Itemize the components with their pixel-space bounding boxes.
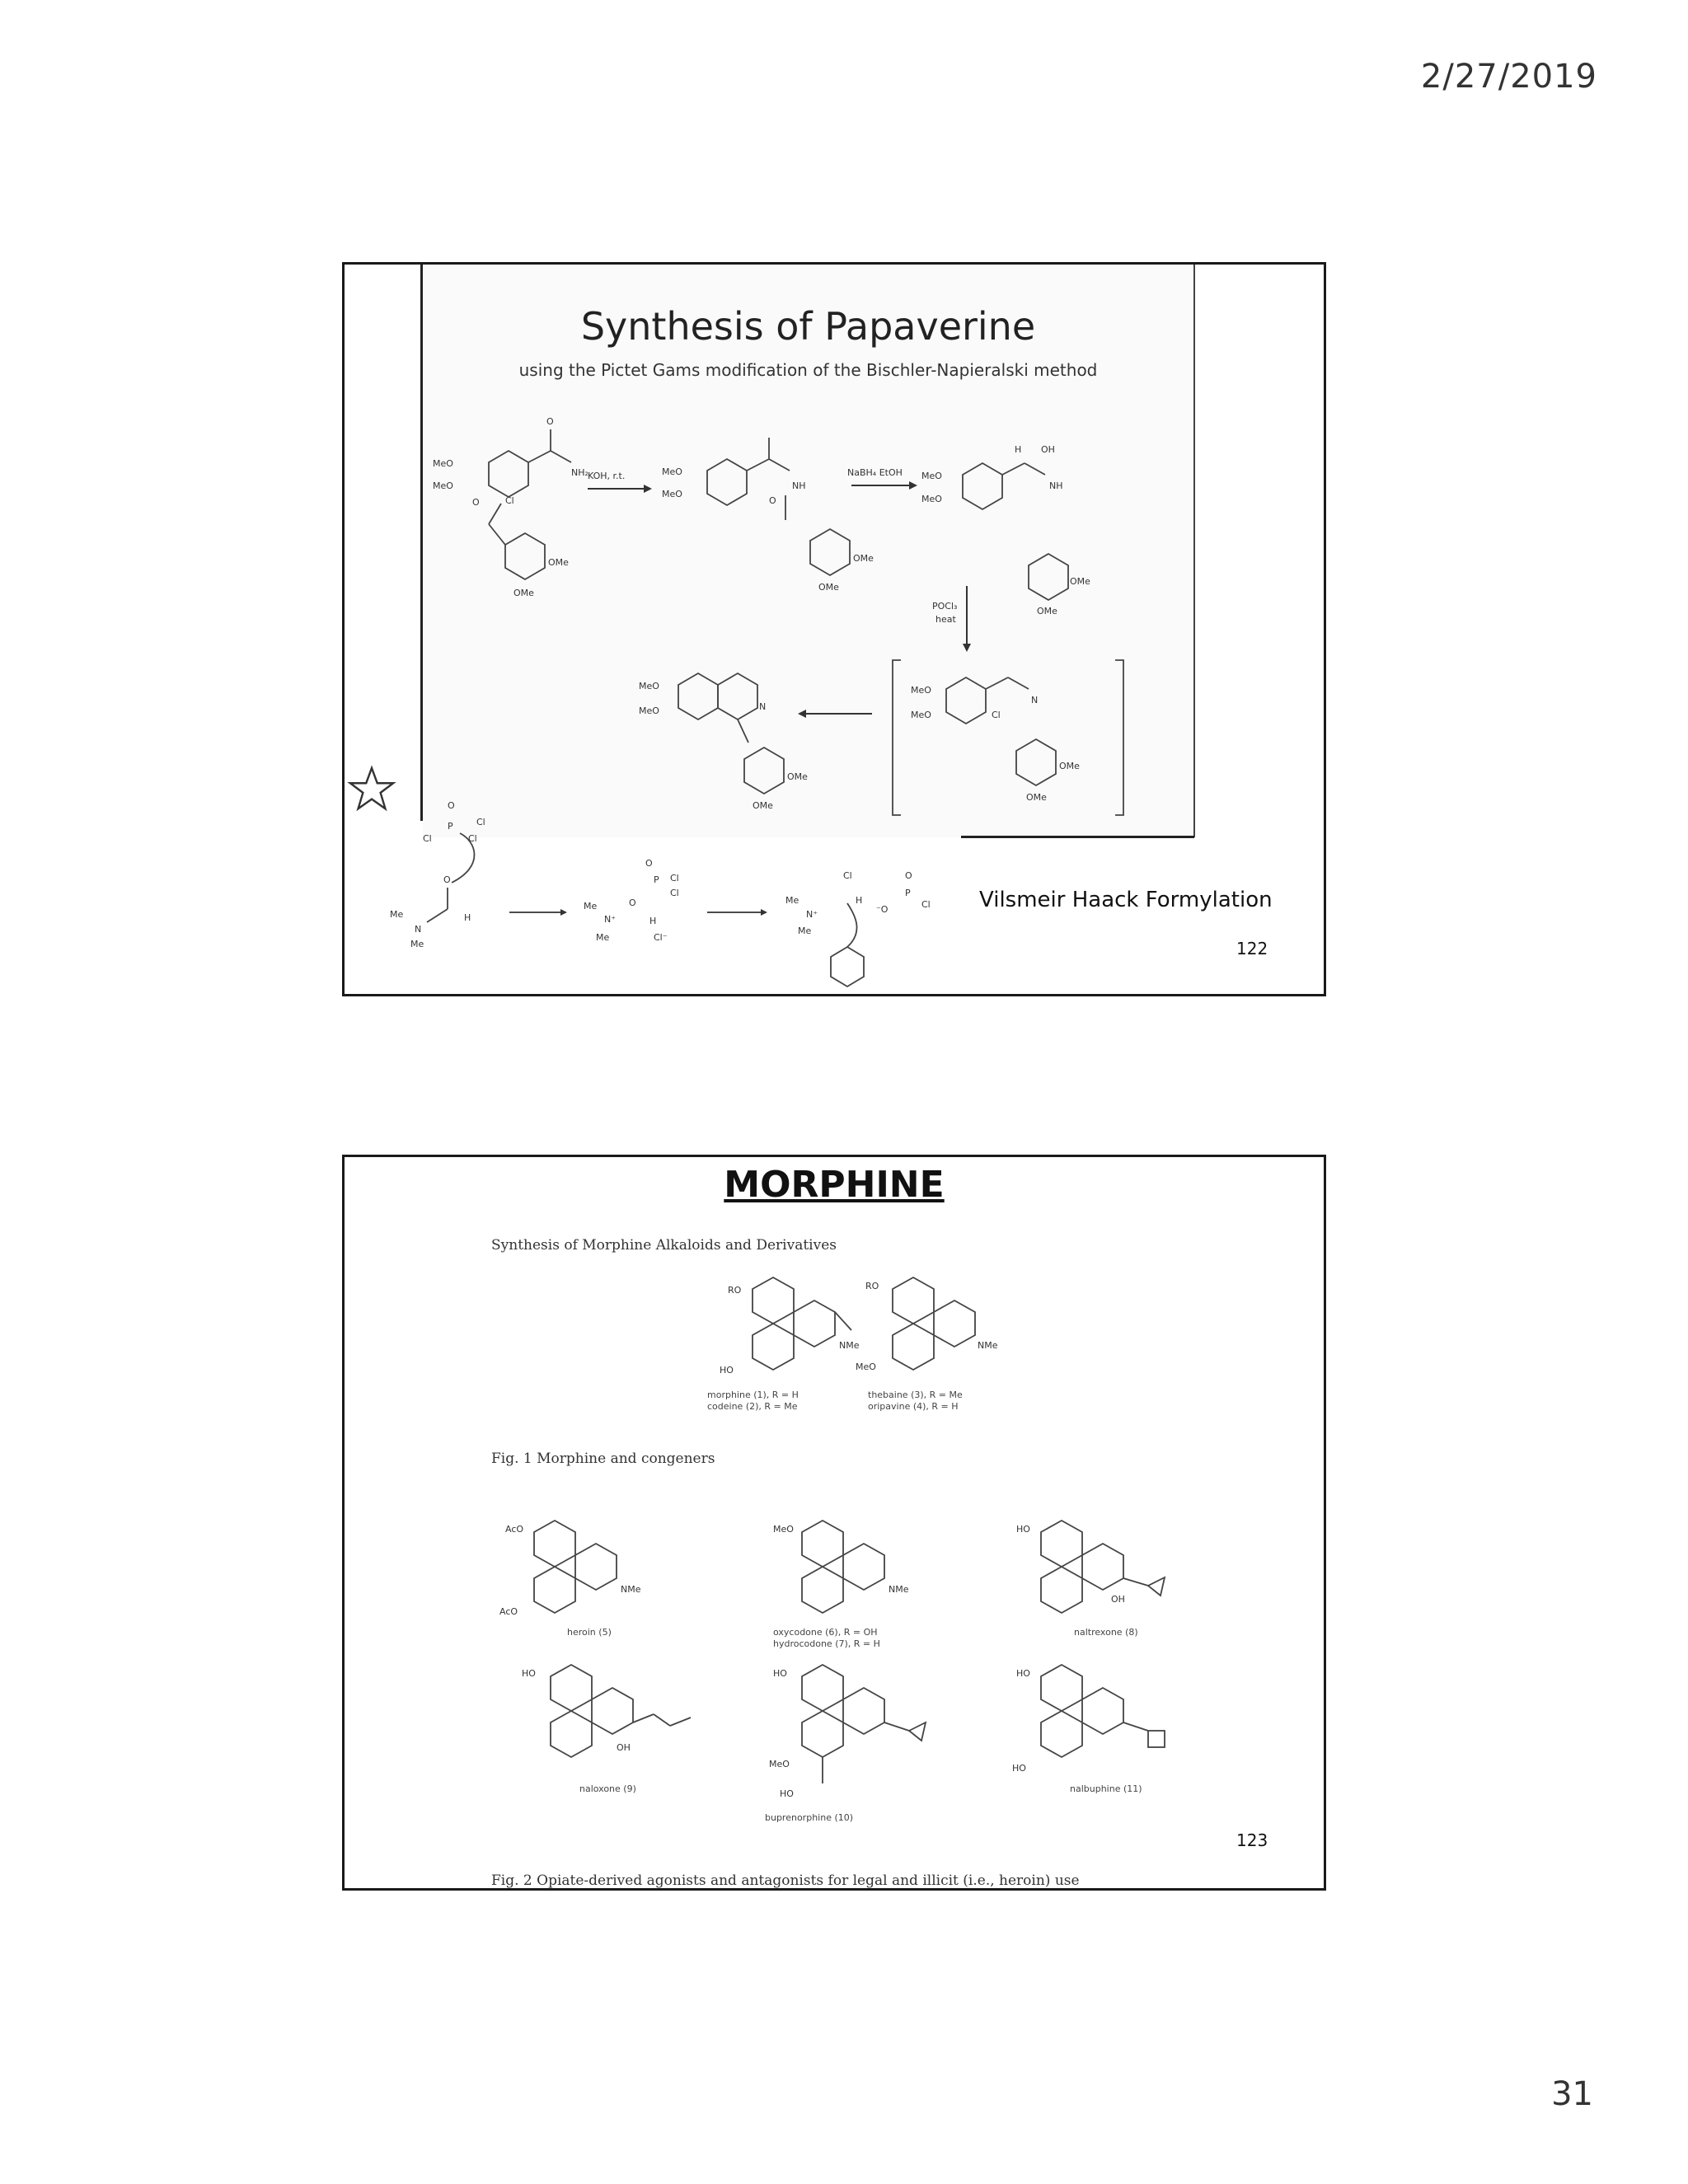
svg-text:MeO: MeO [773, 1524, 794, 1535]
svg-text:NMe: NMe [889, 1584, 909, 1595]
svg-text:H: H [649, 916, 657, 926]
svg-text:Cl: Cl [843, 870, 852, 881]
svg-text:MeO: MeO [639, 705, 659, 716]
svg-text:RO: RO [865, 1281, 879, 1291]
slide-papaverine [342, 262, 1326, 996]
svg-text:⁻O: ⁻O [876, 904, 889, 915]
mechanism-label: Vilsmeir Haack Formylation [979, 888, 1273, 912]
morphine-structures [345, 1157, 1324, 1888]
thebaine-oripavine-structure [856, 1277, 998, 1412]
slide-number: 123 [1236, 1830, 1268, 1850]
svg-text:MeO: MeO [921, 471, 942, 481]
figure-heading: Synthesis of Morphine Alkaloids and Derivatives [491, 1237, 837, 1254]
svg-text:NMe: NMe [621, 1584, 641, 1595]
svg-text:O: O [448, 800, 455, 811]
naltrexone-structure [1016, 1521, 1165, 1638]
svg-text:O: O [443, 874, 451, 885]
svg-text:AcO: AcO [505, 1524, 524, 1535]
svg-text:MeO: MeO [433, 480, 453, 491]
svg-text:NH₂: NH₂ [571, 467, 588, 478]
svg-text:MeO: MeO [921, 494, 942, 504]
svg-text:Me: Me [785, 895, 799, 906]
svg-text:MeO: MeO [662, 489, 682, 499]
svg-text:OMe: OMe [818, 582, 839, 593]
svg-text:Cl: Cl [921, 899, 931, 910]
svg-text:MeO: MeO [911, 710, 931, 720]
svg-text:OMe: OMe [853, 553, 874, 564]
svg-text:HO: HO [1012, 1763, 1026, 1774]
buprenorphine-structure [765, 1665, 926, 1823]
slide-title: Synthesis of Papaverine [580, 304, 1036, 349]
svg-text:Cl: Cl [670, 888, 679, 898]
reagent-step3-heat: heat [935, 614, 956, 625]
fig2-label-oxycodone: oxycodone (6), R = OH [773, 1627, 878, 1638]
fig2-caption: Fig. 2 Opiate-derived agonists and antagonists for legal and illicit (i.e., heroin) use [491, 1872, 1080, 1889]
page-number: 31 [1551, 2075, 1593, 2113]
svg-text:H: H [856, 895, 863, 906]
svg-text:H: H [464, 912, 471, 923]
svg-text:MeO: MeO [769, 1759, 790, 1769]
amide-intermediate-structure [662, 438, 874, 593]
naloxone-structure [522, 1665, 691, 1794]
svg-text:O: O [546, 416, 554, 427]
oxycodone-structure [773, 1521, 909, 1649]
svg-text:RO: RO [728, 1285, 742, 1296]
svg-text:OH: OH [1041, 444, 1055, 455]
svg-text:MeO: MeO [911, 685, 931, 696]
svg-text:NH: NH [1049, 480, 1063, 491]
svg-text:O: O [629, 898, 636, 908]
fig2-label-buprenorphine: buprenorphine (10) [765, 1812, 854, 1823]
svg-text:OMe: OMe [1059, 761, 1080, 771]
svg-text:O: O [905, 870, 912, 881]
svg-text:OMe: OMe [787, 771, 808, 782]
fig2-label-naloxone: naloxone (9) [579, 1783, 636, 1794]
svg-text:P: P [905, 888, 911, 898]
svg-text:Me: Me [584, 901, 598, 912]
svg-text:HO: HO [1016, 1524, 1030, 1535]
svg-text:N⁺: N⁺ [806, 909, 818, 920]
slide-number: 122 [1236, 939, 1268, 958]
svg-text:HO: HO [1016, 1668, 1030, 1679]
svg-text:NMe: NMe [978, 1340, 998, 1351]
svg-text:H: H [1015, 444, 1022, 455]
svg-text:OMe: OMe [1037, 606, 1057, 616]
svg-text:N: N [415, 924, 422, 935]
reagent-step2: NaBH₄ EtOH [847, 467, 903, 478]
svg-text:Cl⁻: Cl⁻ [654, 932, 668, 943]
svg-text:HO: HO [720, 1365, 734, 1376]
svg-text:OMe: OMe [1026, 792, 1047, 803]
fig1-caption: Fig. 1 Morphine and congeners [491, 1451, 715, 1467]
vilsmeier-mechanism [390, 800, 931, 987]
svg-text:Cl: Cl [670, 873, 679, 883]
fig2-label-naltrexone: naltrexone (8) [1074, 1627, 1138, 1638]
svg-text:HO: HO [522, 1668, 536, 1679]
reagent-step1: KOH, r.t. [588, 471, 626, 481]
heroin-structure [499, 1521, 641, 1638]
svg-text:HO: HO [773, 1668, 787, 1679]
fig2-label-nalbuphine: nalbuphine (11) [1070, 1783, 1142, 1794]
fig1-label-oripavine: oripavine (4), R = H [868, 1401, 959, 1412]
svg-text:MeO: MeO [433, 458, 453, 469]
fig1-label-codeine: codeine (2), R = Me [707, 1401, 798, 1412]
svg-text:O: O [769, 495, 776, 506]
svg-text:Cl: Cl [992, 710, 1001, 720]
svg-text:Me: Me [410, 939, 424, 949]
svg-text:OMe: OMe [1070, 576, 1090, 587]
svg-text:Cl: Cl [423, 833, 432, 844]
svg-text:P: P [448, 821, 453, 832]
slide-subtitle: using the Pictet Gams modification of the Bischler-Napieralski method [518, 360, 1098, 380]
papaverine-product-structure [639, 673, 808, 811]
svg-text:MeO: MeO [662, 466, 682, 477]
svg-text:NH: NH [792, 480, 806, 491]
nalbuphine-structure [1012, 1665, 1165, 1794]
svg-text:N: N [1031, 695, 1039, 705]
acid-chloride-structure [472, 495, 569, 598]
svg-text:Cl: Cl [468, 833, 477, 844]
page-date: 2/27/2019 [1420, 58, 1597, 96]
svg-text:N: N [759, 701, 767, 712]
svg-text:N⁺: N⁺ [604, 914, 617, 925]
svg-text:Me: Me [390, 909, 404, 920]
svg-text:O: O [472, 497, 480, 508]
svg-text:HO: HO [780, 1788, 794, 1799]
svg-text:MeO: MeO [639, 681, 659, 691]
star-icon [348, 766, 396, 813]
svg-text:Me: Me [596, 932, 610, 943]
morphine-codeine-structure [707, 1277, 860, 1412]
svg-text:Cl: Cl [505, 495, 514, 506]
svg-text:NMe: NMe [839, 1340, 860, 1351]
slide-morphine [342, 1155, 1326, 1891]
svg-text:P: P [654, 874, 659, 885]
bracketed-intermediate-structure [893, 660, 1123, 815]
fig1-label-thebaine: thebaine (3), R = Me [868, 1390, 963, 1400]
svg-text:MeO: MeO [856, 1361, 876, 1372]
svg-text:OH: OH [617, 1742, 631, 1753]
svg-text:OH: OH [1111, 1594, 1125, 1605]
reagent-step3: POCl₃ [932, 601, 958, 612]
fig2-label-heroin: heroin (5) [567, 1627, 612, 1638]
fig1-label-morphine: morphine (1), R = H [707, 1390, 799, 1400]
slide-title: MORPHINE [724, 1164, 945, 1206]
fig2-label-hydrocodone: hydrocodone (7), R = H [773, 1638, 880, 1649]
starting-amine-structure [433, 416, 588, 497]
svg-text:O: O [645, 858, 653, 869]
svg-text:AcO: AcO [499, 1606, 518, 1617]
svg-text:OMe: OMe [513, 588, 534, 598]
svg-text:OMe: OMe [548, 557, 569, 568]
alcohol-intermediate-structure [921, 444, 1090, 616]
svg-text:Me: Me [798, 926, 812, 936]
svg-text:OMe: OMe [753, 800, 773, 811]
svg-text:Cl: Cl [476, 817, 485, 827]
